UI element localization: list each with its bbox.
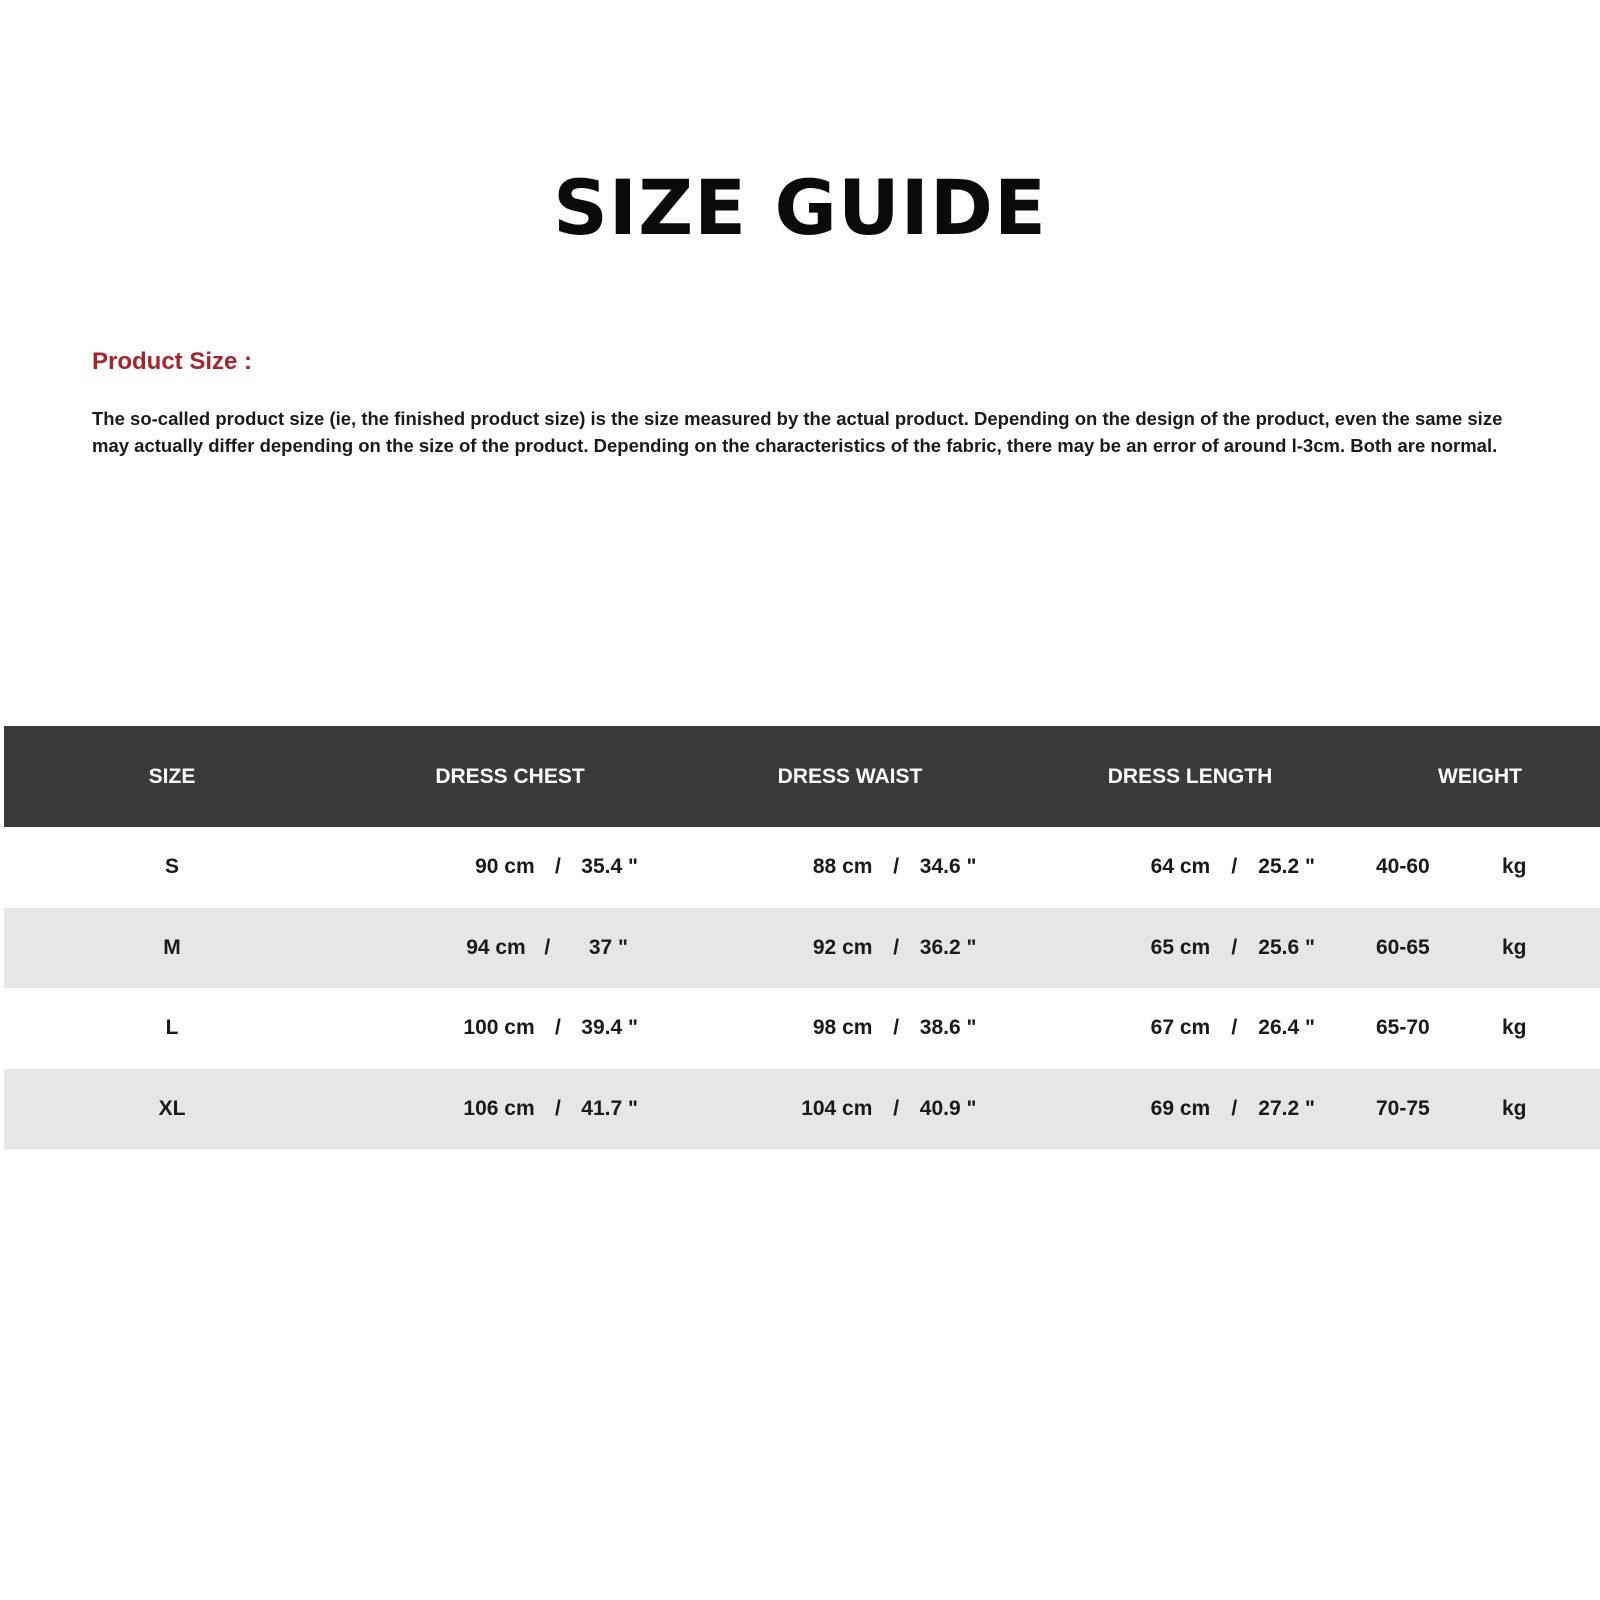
value-inch: 39.4 " [581,1016,638,1040]
value-cm: 100 cm [463,1016,535,1040]
product-size-heading: Product Size : [92,348,253,375]
table-row [4,908,1600,989]
header-dress-length: DRESS LENGTH [1020,726,1360,827]
value-inch: 38.6 " [919,1016,977,1040]
weight-unit: kg [1502,1096,1527,1120]
separator: / [1231,855,1238,879]
value-inch: 36.2 " [919,935,977,959]
value-inch: 34.6 " [919,855,977,879]
separator: / [893,1096,900,1120]
table-row [4,827,1600,908]
value-inch: 25.6 " [1258,935,1315,959]
value-cm: 65 cm [1150,935,1211,959]
table-row [4,1069,1600,1150]
separator: / [555,855,561,879]
separator: / [544,935,551,959]
cell-size: M [4,908,340,989]
table-header-row [4,726,1600,827]
value-inch: 35.4 " [581,855,638,879]
cell-dress-waist [680,827,1020,908]
cell-dress-chest [340,1069,680,1150]
separator: / [555,1016,561,1040]
value-cm: 98 cm [812,1016,873,1040]
value-inch: 26.4 " [1258,1016,1315,1040]
weight-unit: kg [1502,855,1527,879]
value-inch: 40.9 " [919,1096,977,1120]
cell-dress-length [1020,908,1360,989]
value-inch: 37 " [588,935,628,959]
weight-range: 65-70 [1376,1016,1430,1040]
cell-dress-chest [340,908,680,989]
header-dress-chest: DRESS CHEST [340,726,680,827]
weight-range: 70-75 [1376,1096,1430,1120]
separator: / [893,855,900,879]
separator: / [1231,1096,1238,1120]
cell-weight [1360,827,1600,908]
cell-dress-waist [680,1069,1020,1150]
cell-size: S [164,855,179,879]
value-cm: 88 cm [812,855,873,879]
header-size: SIZE [4,726,340,827]
cell-dress-length [1020,827,1360,908]
cell-size: L [165,1016,179,1040]
value-inch: 25.2 " [1258,855,1315,879]
value-inch: 41.7 " [581,1096,638,1120]
cell-dress-chest [340,827,680,908]
weight-unit: kg [1502,1016,1527,1040]
value-cm: 67 cm [1150,1016,1211,1040]
value-cm: 94 cm [466,935,526,959]
header-weight: WEIGHT [1360,726,1600,827]
cell-dress-chest [340,988,680,1069]
separator: / [1231,935,1238,959]
cell-weight [1360,988,1600,1069]
header-dress-waist: DRESS WAIST [680,726,1020,827]
weight-range: 40-60 [1376,855,1430,879]
value-cm: 104 cm [801,1096,873,1120]
value-cm: 106 cm [463,1096,535,1120]
value-cm: 69 cm [1150,1096,1211,1120]
weight-range: 60-65 [1376,935,1430,959]
value-cm: 64 cm [1150,855,1211,879]
cell-weight [1360,908,1600,989]
cell-dress-waist [680,908,1020,989]
cell-dress-waist [680,988,1020,1069]
product-size-description: The so-called product size (ie, the finished product size) is the size measured by the actual product. Depending on the design of the product, even the same size may actually differ depending on the size of the product. Depending on the characteristics of the fabric, there may be an error of around l-3cm. Both are normal. [92,408,1503,456]
cell-dress-length [1020,1069,1360,1150]
size-table [4,726,1600,1149]
weight-unit: kg [1502,935,1527,959]
table-row [4,988,1600,1069]
value-cm: 92 cm [812,935,873,959]
cell-size: XL [4,1069,340,1150]
value-cm: 90 cm [475,855,535,879]
value-inch: 27.2 " [1258,1096,1315,1120]
page-title: SIZE GUIDE [553,163,1047,252]
cell-weight [1360,1069,1600,1150]
separator: / [555,1096,561,1120]
separator: / [893,1016,900,1040]
cell-dress-length [1020,988,1360,1069]
separator: / [893,935,900,959]
separator: / [1231,1016,1238,1040]
